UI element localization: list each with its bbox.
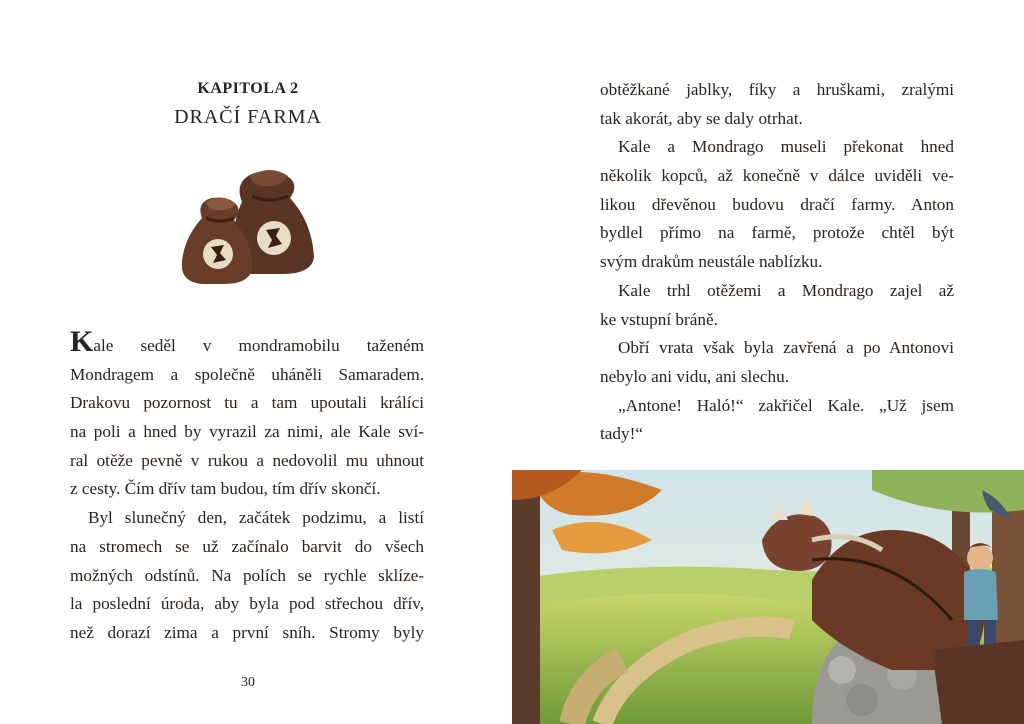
text-line: Kale trhl otěžemi a Mondrago zajel až — [618, 280, 954, 300]
paragraph-gate — [600, 334, 954, 391]
text-line: možných odstínů. Na polích se rychle sklíze- — [70, 565, 424, 585]
text-line: na stromech se už začínalo barvit do všech — [70, 536, 424, 556]
paragraph-hills — [600, 133, 954, 276]
text-line: než dorazí zima a první sníh. Stromy byly — [70, 622, 424, 642]
dropcap: K — [70, 325, 94, 358]
text-line: Mondragem a společně uháněli Samaradem. — [70, 364, 424, 384]
text-line: ke vstupní bráně. — [600, 309, 718, 329]
paragraph-reins — [600, 277, 954, 334]
text-line: Drakovu pozornost tu a tam upoutali králíci — [70, 393, 424, 413]
text-line: Byl slunečný den, začátek podzimu, a listí — [88, 508, 424, 528]
right-body-text — [600, 76, 954, 449]
paragraph-1 — [70, 325, 424, 504]
dragon-and-boy-illustration — [512, 470, 1024, 724]
text-line: bydlel přímo na farmě, protože chtěl být — [600, 223, 954, 243]
right-page — [512, 0, 1024, 724]
left-body-text — [70, 325, 424, 648]
text-line: z cesty. Čím dřív tam budou, tím dřív skončí. — [70, 479, 381, 499]
text-line: Kale seděl v mondramobilu taženém — [70, 325, 424, 358]
text-line: nebylo ani vidu, ani slechu. — [600, 366, 790, 386]
text-line: tady!“ — [600, 424, 643, 444]
text-line: ral otěže pevně v rukou a nedovolil mu uhnout — [70, 450, 424, 470]
text-line: několik kopců, až konečně v dálce uviděli ve- — [600, 166, 954, 186]
text-line: na poli a hned by vyrazil za nimi, ale Kale sví- — [70, 422, 424, 442]
text-line: Obří vrata však byla zavřená a po Antonovi — [618, 338, 954, 358]
chapter-label: KAPITOLA 2 — [197, 80, 299, 97]
paragraph-2 — [70, 504, 424, 647]
text-line: svým drakům neustále nablízku. — [600, 252, 823, 272]
paragraph-continued — [600, 76, 954, 133]
page-number: 30 — [241, 675, 255, 690]
text-line: Kale a Mondrago museli překonat hned — [618, 137, 954, 157]
text-line: obtěžkané jablky, fíky a hruškami, zralými — [600, 80, 954, 99]
text-line: „Antone! Haló!“ zakřičel Kale. „Už jsem — [618, 395, 954, 415]
paragraph-shout — [600, 392, 954, 449]
chapter-title: DRAČÍ FARMA — [174, 106, 322, 128]
text-line: la poslední úroda, aby byla pod střechou dřív, — [70, 594, 424, 614]
coin-sacks-icon — [172, 162, 322, 292]
text-line: likou dřevěnou budovu dračí farmy. Anton — [600, 194, 954, 214]
text-line: tak akorát, aby se daly otrhat. — [600, 108, 803, 128]
